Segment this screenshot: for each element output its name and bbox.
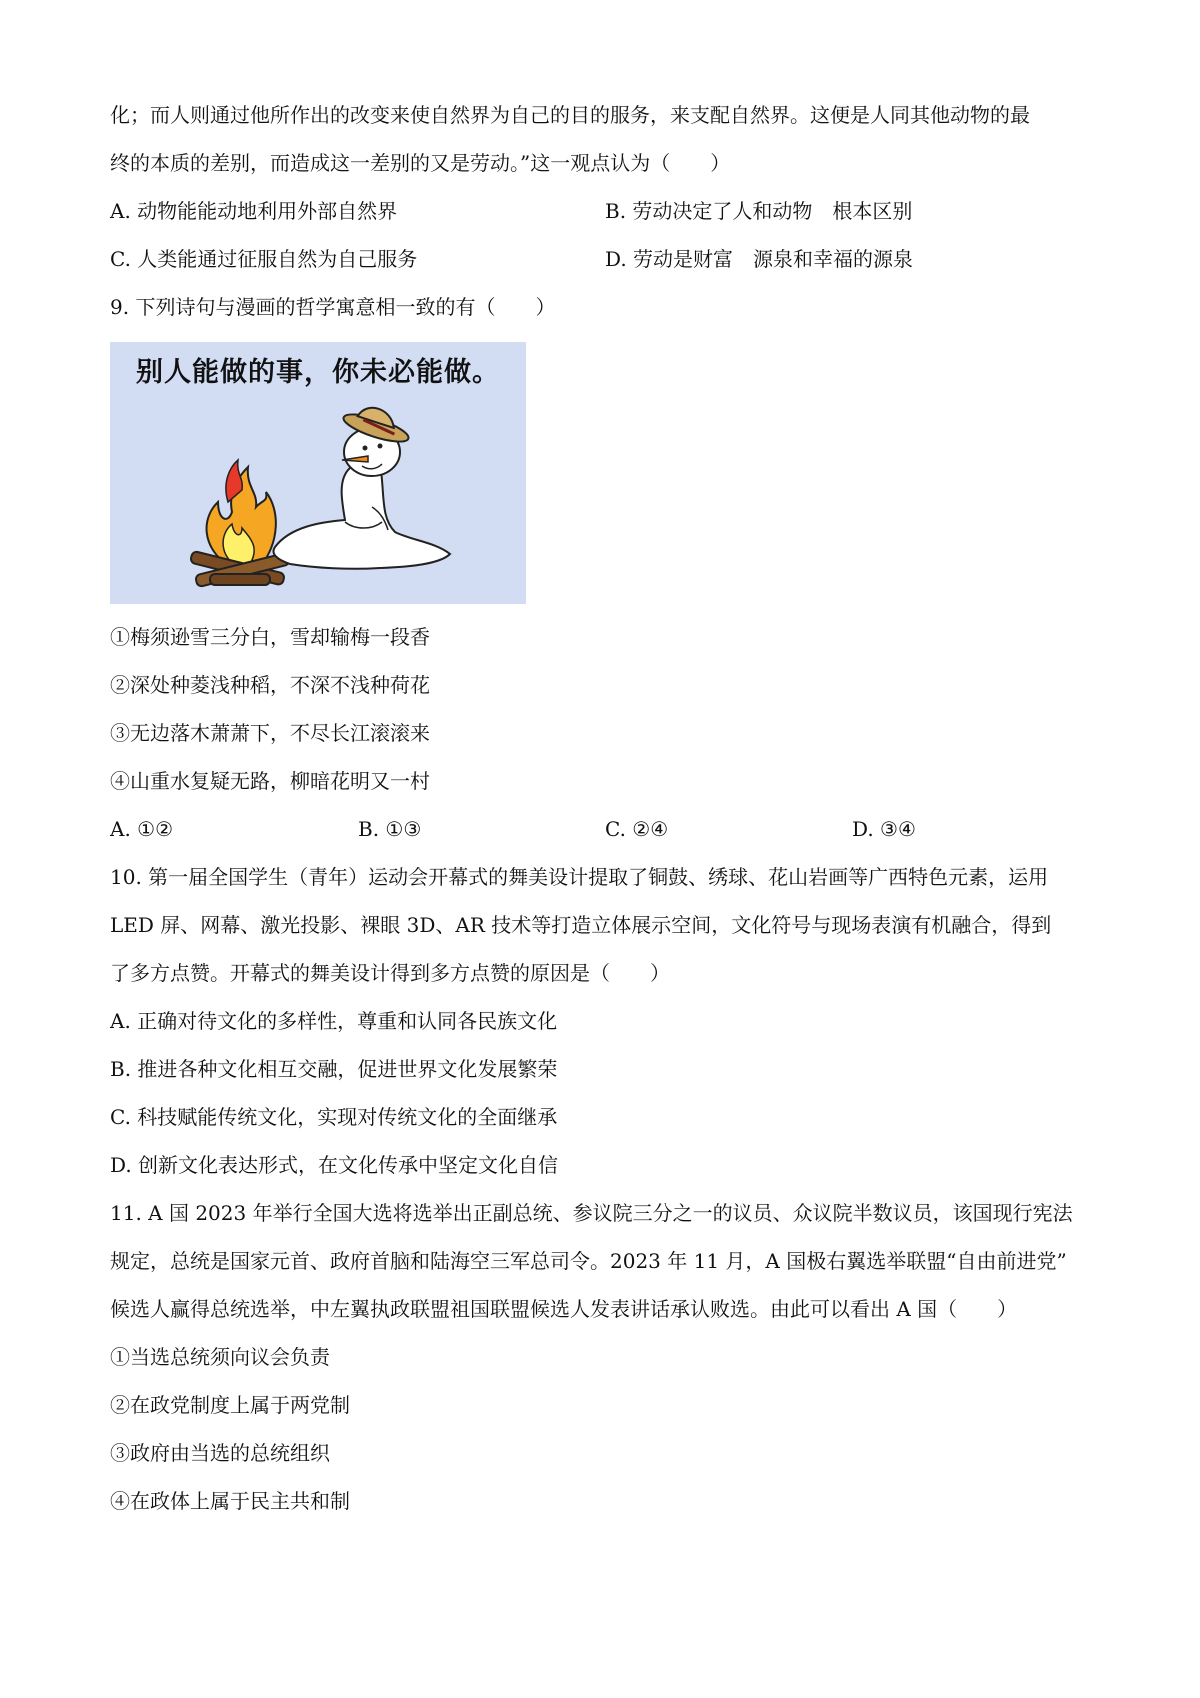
melting-snowman-icon bbox=[273, 403, 450, 568]
q9-item-3: ③无边落木萧萧下，不尽长江滚滚来 bbox=[110, 721, 430, 745]
q10-option-d: D. 创新文化表达形式，在文化传承中坚定文化自信 bbox=[110, 1153, 559, 1177]
q11-item-4: ④在政体上属于民主共和制 bbox=[110, 1489, 350, 1513]
q10-stem-line-1: 10. 第一届全国学生（青年）运动会开幕式的舞美设计提取了铜鼓、绣球、花山岩画等广西特色元素，运用 bbox=[110, 865, 1049, 889]
q9-option-a: A. ①② bbox=[110, 817, 174, 841]
q11-item-1: ①当选总统须向议会负责 bbox=[110, 1345, 330, 1369]
q8-option-a: A. 动物能能动地利用外部自然界 bbox=[110, 199, 398, 223]
campfire-icon bbox=[190, 460, 290, 587]
q11-stem-line-3: 候选人赢得总统选举，中左翼执政联盟祖国联盟候选人发表讲话承认败选。由此可以看出 A 国（ ） bbox=[110, 1297, 1018, 1321]
q10-option-a: A. 正确对待文化的多样性，尊重和认同各民族文化 bbox=[110, 1009, 558, 1033]
q10-stem-line-3: 了多方点赞。开幕式的舞美设计得到多方点赞的原因是（ ） bbox=[110, 961, 670, 985]
q11-stem-line-1: 11. A 国 2023 年举行全国大选将选举出正副总统、参议院三分之一的议员、众议院半数议员，该国现行宪法 bbox=[110, 1201, 1073, 1225]
q10-stem-line-2: LED 屏、网幕、激光投影、裸眼 3D、AR 技术等打造立体展示空间，文化符号与现场表演有机融合，得到 bbox=[110, 913, 1052, 937]
q11-item-2: ②在政党制度上属于两党制 bbox=[110, 1393, 350, 1417]
q11-item-3: ③政府由当选的总统组织 bbox=[110, 1441, 330, 1465]
q8-stem-line-1: 化；而人则通过他所作出的改变来使自然界为自己的目的服务，来支配自然界。这便是人同其他动物的最 bbox=[110, 103, 1030, 127]
q8-stem-line-2: 终的本质的差别，而造成这一差别的又是劳动。”这一观点认为（ ） bbox=[110, 151, 731, 175]
q9-item-1: ①梅须逊雪三分白，雪却输梅一段香 bbox=[110, 625, 430, 649]
q10-option-b: B. 推进各种文化相互交融，促进世界文化发展繁荣 bbox=[110, 1057, 558, 1081]
q9-stem: 9. 下列诗句与漫画的哲学寓意相一致的有（ ） bbox=[110, 295, 556, 319]
q9-option-b: B. ①③ bbox=[358, 817, 422, 841]
q10-option-c: C. 科技赋能传统文化，实现对传统文化的全面继承 bbox=[110, 1105, 558, 1129]
q8-option-b: B. 劳动决定了人和动物 根本区别 bbox=[605, 199, 913, 223]
q9-item-4: ④山重水复疑无路，柳暗花明又一村 bbox=[110, 769, 430, 793]
q9-cartoon bbox=[110, 342, 526, 604]
q9-option-d: D. ③④ bbox=[852, 817, 916, 841]
q8-option-c: C. 人类能通过征服自然为自己服务 bbox=[110, 247, 418, 271]
q8-option-d: D. 劳动是财富 源泉和幸福的源泉 bbox=[605, 247, 914, 271]
q11-stem-line-2: 规定，总统是国家元首、政府首脑和陆海空三军总司令。2023 年 11 月，A 国极右翼选举联盟“自由前进党” bbox=[110, 1249, 1067, 1273]
q9-option-c: C. ②④ bbox=[605, 817, 669, 841]
cartoon-caption: 别人能做的事，你未必能做。 bbox=[136, 357, 500, 388]
q9-item-2: ②深处种菱浅种稻，不深不浅种荷花 bbox=[110, 673, 430, 697]
cartoon-illustration bbox=[110, 342, 526, 604]
